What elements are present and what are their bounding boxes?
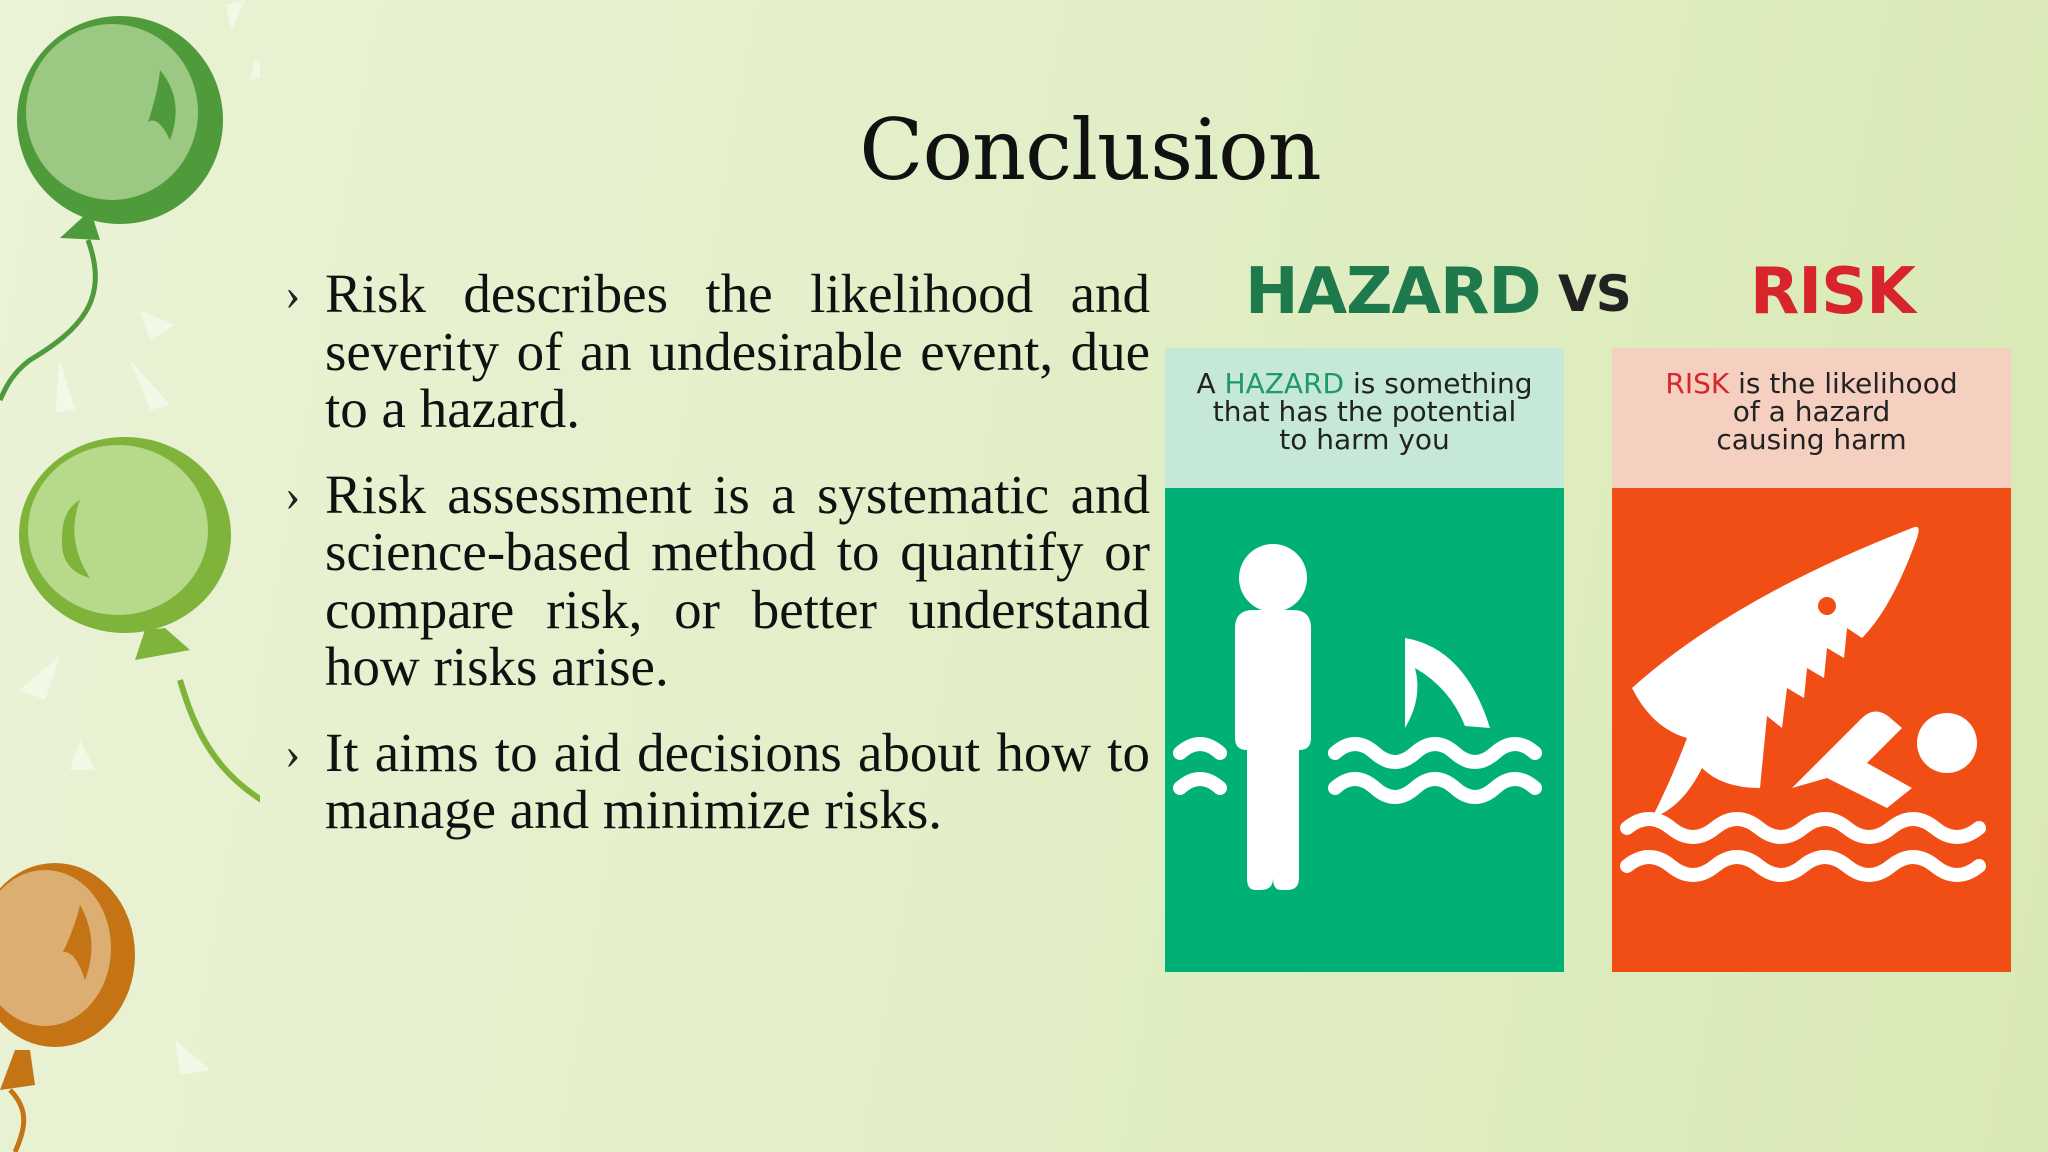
risk-caption xyxy=(1612,348,2011,488)
vs-label: VS xyxy=(1558,265,1631,323)
hazard-heading: HAZARD xyxy=(1245,255,1541,329)
risk-caption-line3: causing harm xyxy=(1716,423,1907,456)
bullet-item xyxy=(285,265,1150,438)
orange-balloon-bottom xyxy=(0,863,135,1152)
bullet-marker: › xyxy=(285,726,301,778)
risk-heading: RISK xyxy=(1750,255,1915,329)
slide-title: Conclusion xyxy=(859,101,1321,200)
hazard-caption-rest: is something xyxy=(1344,367,1533,400)
green-balloon-top xyxy=(0,16,223,400)
hazard-caption-keyword: HAZARD xyxy=(1224,367,1345,400)
risk-caption-keyword: RISK xyxy=(1665,367,1730,400)
bullet-list xyxy=(285,265,1150,867)
bullet-text: Risk assessment is a systematic and science-based method to quantify or compare risk, or better understand how risks arise. xyxy=(325,463,1150,697)
bullet-text: Risk describes the likelihood and severity of an undesirable event, due to a hazard. xyxy=(325,263,1150,439)
bullet-marker: › xyxy=(285,468,301,520)
green-balloon-middle xyxy=(19,437,260,880)
risk-card xyxy=(1612,348,2011,972)
hazard-card xyxy=(1165,348,1564,972)
bullet-item xyxy=(285,721,1150,840)
bullet-text: It aims to aid decisions about how to manage and minimize risks. xyxy=(325,721,1150,840)
shark-attacking-swimmer-icon xyxy=(1612,488,2011,972)
hazard-caption-prefix: A xyxy=(1196,367,1225,400)
bullet-item xyxy=(285,463,1150,697)
hazard-caption-line3: to harm you xyxy=(1279,423,1450,456)
hazard-caption xyxy=(1165,348,1564,488)
person-near-shark-fin-icon xyxy=(1165,488,1564,972)
bullet-marker: › xyxy=(285,268,301,319)
hazard-caption-line2: that has the potential xyxy=(1212,395,1517,428)
risk-caption-line2: of a hazard xyxy=(1732,395,1891,428)
risk-caption-rest: is the likelihood xyxy=(1729,367,1958,400)
